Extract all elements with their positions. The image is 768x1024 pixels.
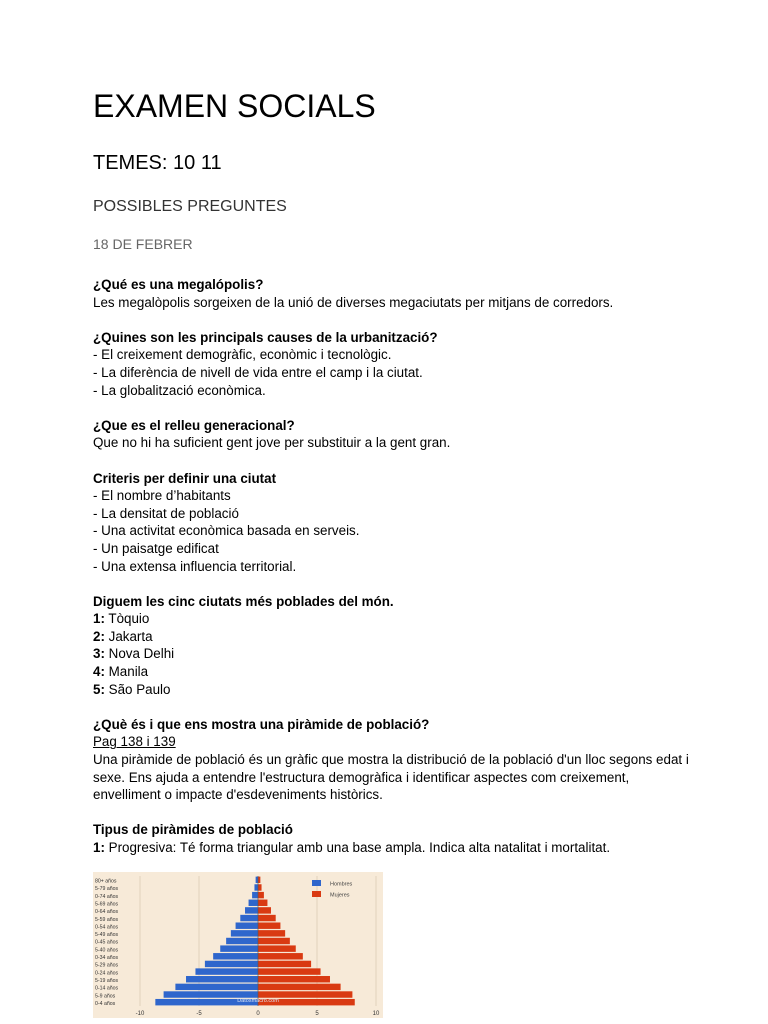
qa-urbanitzacio xyxy=(93,329,693,399)
qa-ciutats xyxy=(93,593,693,699)
document-title: EXAMEN SOCIALS xyxy=(93,88,376,124)
question: Diguem les cinc ciutats més poblades del món. xyxy=(93,593,394,609)
bar-women xyxy=(258,938,290,944)
watermark: Datosmacro.com xyxy=(237,998,279,1004)
category-label: 0-64 años xyxy=(95,909,119,916)
legend-swatch xyxy=(312,880,321,886)
qa-piramide xyxy=(93,716,693,804)
qa-criteris xyxy=(93,470,693,576)
category-label: 5-79 años xyxy=(95,886,119,893)
item-text: Manila xyxy=(104,664,149,680)
question: ¿Què és i que ens mostra una piràmide de població? xyxy=(93,716,430,732)
legend-label: Hombres xyxy=(330,881,353,888)
category-label: 0-74 años xyxy=(95,893,119,900)
bar-men xyxy=(220,945,258,951)
bar-men xyxy=(195,968,258,974)
section-heading: POSSIBLES PREGUNTES xyxy=(93,198,287,215)
item-number: 2: xyxy=(93,628,105,644)
category-label: 5-59 años xyxy=(95,916,119,923)
item-text: São Paulo xyxy=(104,681,171,697)
answer: Les megalòpolis sorgeixen de la unió de diverses megaciutats per mitjans de corredors. xyxy=(93,294,614,310)
bar-men xyxy=(164,991,258,997)
list-item: - La diferència de nivell de vida entre el camp i la ciutat. xyxy=(93,364,423,380)
list-item xyxy=(93,681,693,699)
x-tick-label: 5 xyxy=(315,1011,319,1017)
question: ¿Quines son les principals causes de la urbanització? xyxy=(93,329,438,345)
list-item xyxy=(93,663,693,681)
bar-men xyxy=(252,892,258,898)
bar-men xyxy=(240,915,258,921)
item-number: 3: xyxy=(93,646,105,662)
qa-relleu xyxy=(93,417,693,452)
list-item: - Un paisatge edificat xyxy=(93,540,219,556)
category-label: 0-14 años xyxy=(95,985,119,992)
list-item: - El creixement demogràfic, econòmic i tecnològic. xyxy=(93,347,392,363)
x-tick-label: -5 xyxy=(196,1011,202,1017)
x-tick-label: 10 xyxy=(372,1011,380,1017)
page-reference-link[interactable]: Pag 138 i 139 xyxy=(93,734,176,750)
list-item xyxy=(93,839,693,857)
item-number: 1: xyxy=(93,840,105,855)
bar-men xyxy=(236,922,258,928)
question: Criteris per definir una ciutat xyxy=(93,470,277,486)
bar-men xyxy=(254,884,258,890)
bar-men xyxy=(245,907,258,913)
item-text: Nova Delhi xyxy=(104,646,175,662)
list-item: - La globalització econòmica. xyxy=(93,382,266,398)
legend-swatch xyxy=(312,891,321,897)
population-pyramid-chart xyxy=(93,872,383,1018)
bar-women xyxy=(258,961,311,967)
item-number: 1: xyxy=(93,611,105,627)
list-item xyxy=(93,628,693,646)
bar-women xyxy=(258,892,264,898)
bar-men xyxy=(249,900,258,906)
question: Tipus de piràmides de població xyxy=(93,822,293,838)
category-label: 5-29 años xyxy=(95,962,119,969)
bar-women xyxy=(258,884,262,890)
document-date: 18 DE FEBRER xyxy=(93,236,193,252)
legend-label: Mujeres xyxy=(330,892,350,899)
category-label: 5-9 años xyxy=(95,993,116,1000)
item-text: Tòquio xyxy=(104,611,150,627)
qa-megalopolis xyxy=(93,276,693,311)
document-subtitle: TEMES: 10 11 xyxy=(93,152,222,174)
list-item xyxy=(93,610,693,628)
category-label: 5-69 años xyxy=(95,901,119,908)
list-item: - Una activitat econòmica basada en serveis. xyxy=(93,523,360,539)
category-label: 0-34 años xyxy=(95,955,119,962)
list-item: - La densitat de població xyxy=(93,505,239,521)
bar-women xyxy=(258,968,321,974)
content xyxy=(93,276,693,874)
bar-women xyxy=(258,900,267,906)
item-number: 4: xyxy=(93,664,105,680)
category-label: 5-40 años xyxy=(95,947,119,954)
answer: Una piràmide de població és un gràfic que mostra la distribució de la població d'un lloc segons edat i sexe. Ens ajuda a entendre l'estructura demogràfica i identificar aspectes com creixement, envelliment o impacte d'esdeveniments històrics. xyxy=(93,752,689,803)
bar-women xyxy=(258,922,280,928)
bar-women xyxy=(258,907,271,913)
bar-women xyxy=(258,877,260,883)
bar-men xyxy=(175,984,258,990)
category-label: 0-45 años xyxy=(95,939,119,946)
question: ¿Qué es una megalópolis? xyxy=(93,277,264,292)
bar-men xyxy=(231,930,258,936)
category-label: 0-24 años xyxy=(95,970,119,977)
qa-tipus xyxy=(93,821,693,856)
category-label: 0-54 años xyxy=(95,924,119,931)
answer: Que no hi ha suficient gent jove per substituir a la gent gran. xyxy=(93,435,451,451)
population-pyramid-svg xyxy=(93,872,383,1018)
list-item: - Una extensa influencia territorial. xyxy=(93,558,297,574)
bar-men xyxy=(256,877,258,883)
list-item xyxy=(93,645,693,663)
bar-women xyxy=(258,915,276,921)
bar-women xyxy=(258,930,285,936)
bar-men xyxy=(186,976,258,982)
question: ¿Que es el relleu generacional? xyxy=(93,417,295,433)
bar-women xyxy=(258,945,296,951)
list-item: - El nombre d’habitants xyxy=(93,488,231,504)
category-label: 80+ años xyxy=(95,878,117,885)
category-label: 5-49 años xyxy=(95,932,119,939)
x-tick-label: 0 xyxy=(256,1011,260,1017)
bar-women xyxy=(258,976,330,982)
item-number: 5: xyxy=(93,681,105,697)
x-tick-label: -10 xyxy=(135,1011,145,1017)
bar-women xyxy=(258,984,341,990)
bar-men xyxy=(205,961,258,967)
category-label: 5-19 años xyxy=(95,977,119,984)
item-text: Progresiva: Té forma triangular amb una base ampla. Indica alta natalitat i mortalitat. xyxy=(104,840,611,855)
item-text: Jakarta xyxy=(104,628,153,644)
bar-men xyxy=(226,938,258,944)
bar-women xyxy=(258,953,303,959)
bar-men xyxy=(213,953,258,959)
bar-women xyxy=(258,991,352,997)
category-label: 0-4 años xyxy=(95,1000,116,1007)
